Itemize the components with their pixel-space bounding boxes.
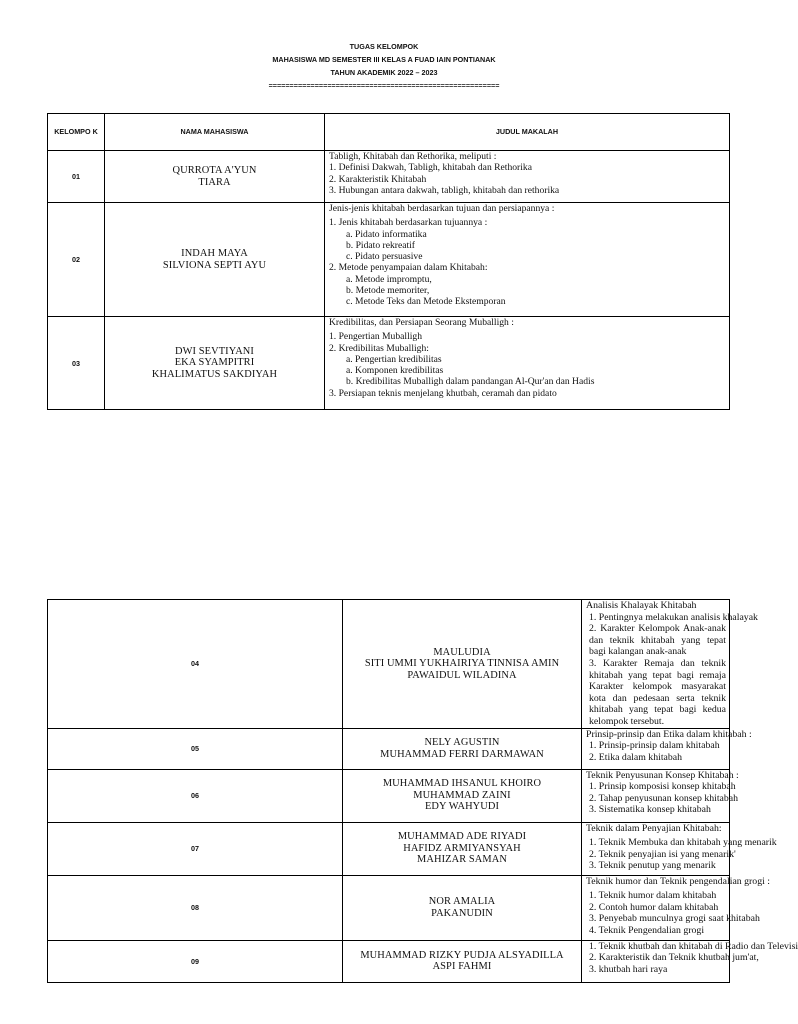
member-name: MUHAMMAD RIZKY PUDJA ALSYADILLA xyxy=(360,949,564,961)
topic-subitem: c. Metode Teks dan Metode Ekstemporan xyxy=(346,296,506,308)
member-names xyxy=(105,203,325,317)
paper-topic xyxy=(582,875,771,940)
topic-item: 1. Prinsip-prinsip dalam khitabah xyxy=(589,740,720,752)
paper-topic xyxy=(325,151,730,203)
group-number: 06 xyxy=(48,769,343,822)
group-table-2 xyxy=(47,599,798,983)
topic-item: 1. Pengertian Muballigh xyxy=(329,331,422,343)
member-names xyxy=(343,822,582,875)
member-name: KHALIMATUS SAKDIYAH xyxy=(151,368,278,380)
table-row xyxy=(48,151,730,203)
topic-subitem: a. Pengertian kredibilitas xyxy=(346,353,442,365)
member-names xyxy=(105,151,325,203)
topic-item: 4. Teknik Pengendalian grogi xyxy=(589,924,705,936)
table-row xyxy=(48,600,730,729)
group-number: 07 xyxy=(48,822,343,875)
member-names xyxy=(343,940,582,982)
member-names xyxy=(343,728,582,769)
table-row xyxy=(48,875,730,940)
topic-item: 1. Prinsip komposisi konsep khitabah xyxy=(589,781,736,793)
member-names xyxy=(105,317,325,410)
member-name: DWI SEVTIYANI xyxy=(175,345,254,357)
header-title: TUGAS KELOMPOK xyxy=(349,42,419,51)
topic-subitem: b. Kredibilitas Muballigh dalam pandangan Al-Qur'an dan Hadis xyxy=(346,376,595,388)
member-name: EDY WAHYUDI xyxy=(424,801,500,813)
member-name: MUHAMMAD ZAINI xyxy=(413,789,511,801)
table-row xyxy=(48,769,730,822)
member-name: MUHAMMAD IHSANUL KHOIRO xyxy=(382,778,542,790)
topic-item: 3. khutbah hari raya xyxy=(589,963,668,975)
topic-subitem: a. Komponen kredibilitas xyxy=(346,365,444,377)
member-name: NELY AGUSTIN xyxy=(424,737,500,749)
group-table-1 xyxy=(47,113,730,410)
member-name: SITI UMMI YUKHAIRIYA TINNISA AMIN xyxy=(364,658,560,670)
topic-subitem: b. Pidato rekreatif xyxy=(346,239,415,251)
member-name: PAKANUDIN xyxy=(431,907,493,919)
header-subtitle: MAHASISWA MD SEMESTER III KELAS A FUAD IAIN PONTIANAK xyxy=(272,55,496,64)
member-name: MAHIZAR SAMAN xyxy=(417,854,507,866)
topic-item: 2. Tahap penyusunan konsep khitabah xyxy=(589,792,739,804)
paper-topic xyxy=(325,317,730,410)
member-names xyxy=(343,600,582,729)
topic-title: Teknik dalam Penyajian Khitabah: xyxy=(586,822,722,834)
group-number: 05 xyxy=(48,728,343,769)
member-names xyxy=(343,769,582,822)
member-name: TIARA xyxy=(198,176,231,188)
topic-item: 2. Kredibilitas Muballigh: xyxy=(329,342,429,354)
topic-item: 1. Teknik Membuka dan khitabah yang menarik xyxy=(589,837,777,849)
topic-title: Kredibilitas, dan Persiapan Seorang Muballigh : xyxy=(329,317,514,328)
topic-item: 3. Teknik penutup yang menarik xyxy=(589,860,716,872)
topic-item: 2. Teknik penyajian isi yang menarik' xyxy=(589,848,736,860)
member-name: SILVIONA SEPTI AYU xyxy=(162,259,267,271)
topic-subitem: c. Pidato persuasive xyxy=(346,251,423,263)
paper-topic xyxy=(325,203,730,317)
member-name: PAWAIDUL WILADINA xyxy=(407,669,517,681)
topic-item: 1. Teknik khutbah dan khitabah di Radio dan Televisi xyxy=(589,940,798,952)
group-number: 02 xyxy=(48,203,105,317)
topic-title: Teknik humor dan Teknik pengendalian grogi : xyxy=(586,875,771,887)
table-header-row xyxy=(48,114,730,151)
table-row xyxy=(48,940,730,982)
paper-topic xyxy=(582,728,752,769)
member-name: NOR AMALIA xyxy=(428,896,496,908)
topic-item: 2. Contoh humor dalam khitabah xyxy=(589,901,719,913)
header-academic-year: TAHUN AKADEMIK 2022 – 2023 xyxy=(330,68,438,77)
member-name: MUHAMMAD ADE RIYADI xyxy=(397,831,527,843)
topic-item: 2. Metode penyampaian dalam Khitabah: xyxy=(329,262,488,274)
paper-topic xyxy=(582,940,798,982)
topic-item: 2. Karakter Kelompok Anak-anak dan teknik khitabah yang tepat bagi kalangan anak-anak xyxy=(589,623,726,658)
topic-title: Analisis Khalayak Khitabah xyxy=(586,600,697,611)
table-row xyxy=(48,728,730,769)
group-number: 09 xyxy=(48,940,343,982)
member-name: HAFIDZ ARMIYANSYAH xyxy=(403,842,521,854)
paper-topic xyxy=(582,822,777,875)
topic-item: 3. Karakter Remaja dan teknik khitabah yang tepat bagi remaja Karakter kelompok masyarakat kota dan pedesaan serta teknik khitabah yang tepat bagi kedua kelompok tersebut. xyxy=(589,657,726,727)
member-name: ASPI FAHMI xyxy=(432,961,492,973)
topic-subitem: a. Pidato informatika xyxy=(346,228,427,240)
topic-item: 3. Persiapan teknis menjelang khutbah, ceramah dan pidato xyxy=(329,387,557,399)
header-cell-group: KELOMPO K xyxy=(48,114,105,151)
topic-item: 3. Penyebab munculnya grogi saat khitabah xyxy=(589,913,760,925)
table-row xyxy=(48,317,730,410)
topic-title: Teknik Penyusunan Konsep Khitabah : xyxy=(586,769,739,781)
topic-item: 1. Teknik humor dalam khitabah xyxy=(589,890,717,902)
group-number: 03 xyxy=(48,317,105,410)
topic-item: 2. Karakteristik dan Teknik khutbah jum'at, xyxy=(589,952,759,964)
paper-topic xyxy=(582,769,739,822)
topic-item: 2. Etika dalam khitabah xyxy=(589,751,683,763)
header-cell-title: JUDUL MAKALAH xyxy=(325,114,730,151)
member-name: QURROTA A'YUN xyxy=(172,165,257,176)
topic-subitem: b. Metode memoriter, xyxy=(346,285,430,297)
document-header xyxy=(0,40,768,92)
member-name: INDAH MAYA xyxy=(181,248,248,259)
member-name: EKA SYAMPITRI xyxy=(174,357,255,369)
topic-title: Prinsip-prinsip dan Etika dalam khitabah : xyxy=(586,728,752,740)
header-separator: ======================================================= xyxy=(268,81,500,90)
table-row xyxy=(48,822,730,875)
topic-item: 2. Karakteristik Khitabah xyxy=(329,173,427,185)
topic-item: 1. Definisi Dakwah, Tabligh, khitabah dan Rethorika xyxy=(329,162,532,174)
topic-item: 3. Sistematika konsep khitabah xyxy=(589,804,711,816)
table-row xyxy=(48,203,730,317)
member-name: MUHAMMAD FERRI DARMAWAN xyxy=(380,748,544,760)
topic-title: Jenis-jenis khitabah berdasarkan tujuan dan persiapannya : xyxy=(329,203,555,214)
paper-topic xyxy=(582,600,758,729)
topic-subitem: a. Metode impromptu, xyxy=(346,273,432,285)
group-number: 01 xyxy=(48,151,105,203)
group-number: 08 xyxy=(48,875,343,940)
topic-item: 1. Pentingnya melakukan analisis khalayak xyxy=(589,611,758,623)
topic-item: 1. Jenis khitabah berdasarkan tujuannya : xyxy=(329,217,488,229)
member-names xyxy=(343,875,582,940)
member-name: MAULUDIA xyxy=(433,646,491,658)
topic-title: Tabligh, Khitabah dan Rethorika, meliputi : xyxy=(329,151,497,162)
group-number: 04 xyxy=(48,600,343,729)
topic-item: 3. Hubungan antara dakwah, tabligh, khitabah dan rethorika xyxy=(329,184,560,196)
header-cell-names: NAMA MAHASISWA xyxy=(105,114,325,151)
